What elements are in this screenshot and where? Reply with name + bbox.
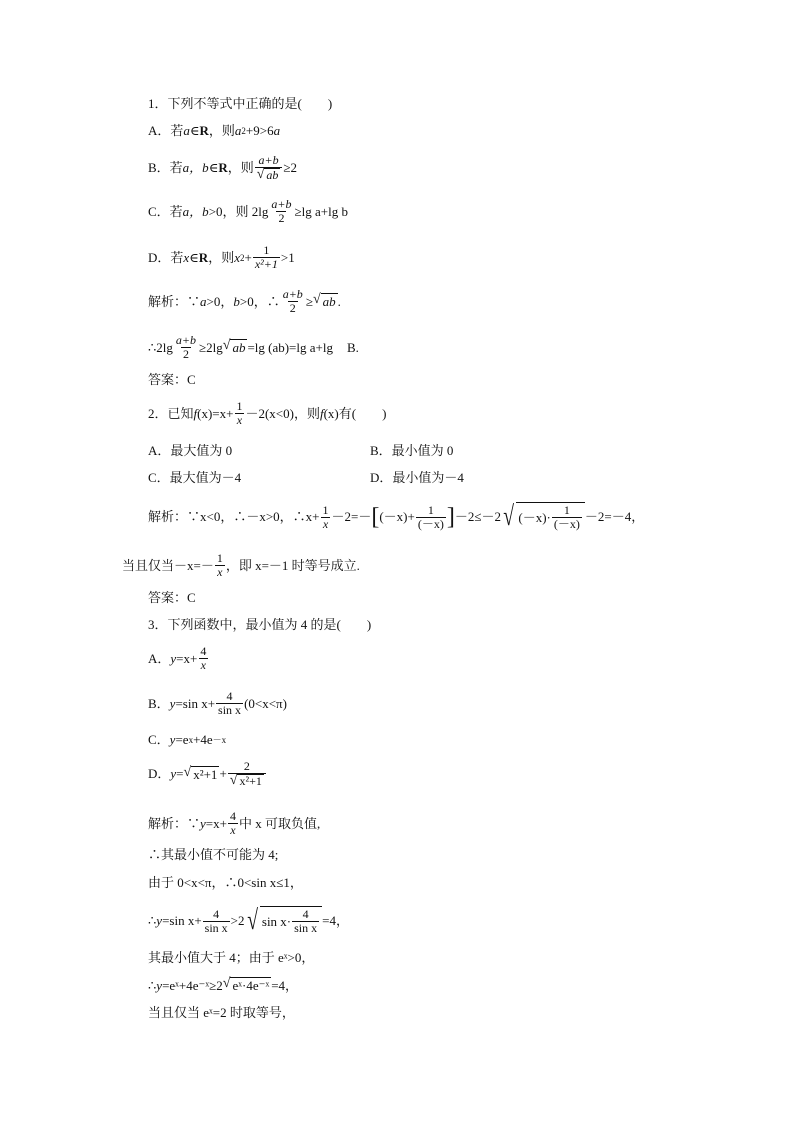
q3-option-d: D． y = √ x²+1 + 2 √ x²+1 (148, 760, 267, 788)
fraction: $\frac{4}{x}$ (200, 644, 207, 672)
q2-option-d: D．最小值为－4 (370, 470, 464, 485)
fraction: 2 √ x²+1 (228, 760, 266, 788)
q2-option-c: C．最大值为－4 (148, 470, 242, 485)
q2-option-b: B．最小值为 0 (370, 443, 454, 458)
fraction: $\frac{4}{\text{sin x}}$ (294, 907, 318, 935)
square-root: √ x²+1 (183, 764, 218, 782)
square-root: √ ab (222, 338, 246, 355)
fraction: $\frac{a+b}{2}$ (282, 287, 303, 315)
q1-solution-line-2: ∴2lg $\frac{a+b}{2}$ ≥2lg √ ab =lg (ab)=lg a+lg B. (148, 333, 359, 361)
q1-option-a: A．若 a ∈ R ，则 a 2 +9>6 a (148, 123, 281, 138)
q3-solution-line-3: 由于 0<x<π，∴0<sin x≤1， (148, 875, 303, 890)
square-root: √ eˣ·4e⁻ˣ (222, 976, 270, 993)
q3-option-b: B． y =sin x+ $\frac{4}{\text{sin x}}$ (0<x<π) (148, 689, 287, 717)
q3-stem: 3．下列函数中，最小值为 4 的是( ) (148, 617, 372, 632)
fraction: $\frac{1}{(-x)}$ (417, 502, 444, 531)
square-root: √ ab (312, 292, 336, 309)
fraction: $\frac{1}{(-x)}$ (553, 503, 580, 531)
q2-option-a: A．最大值为 0 (148, 443, 233, 458)
q1-solution-line-1: 解析：∵ a >0， b >0，∴ $\frac{a+b}{2}$ ≥ √ ab . (148, 287, 341, 315)
q2-solution-line-1: 解析：∵x<0，∴－x>0，∴x+ $\frac{1}{x}$ －2=－ [ (－x)+ $\frac{1}{(-x)}$ ] －2≤－2 √ (－x)· $\frac{1}{(-x)}$ －2=－4， (148, 501, 645, 532)
q3-solution-line-6: ∴ y =eˣ+4e⁻ˣ≥2 √ eˣ·4e⁻ˣ =4， (148, 976, 299, 993)
q1-option-b: B．若 a，b ∈ R ，则 a+b √ ab ≥2 (148, 153, 298, 183)
q3-solution-line-1: 解析：∵ y =x+ $\frac{4}{x}$ 中 x 可取负值, (148, 809, 321, 837)
square-root: √ sin x· $\frac{4}{\text{sin x}}$ (245, 906, 323, 936)
q1-answer: 答案：C (148, 372, 196, 387)
fraction: $\frac{4}{\text{sin x}}$ (218, 689, 242, 717)
fraction: $\frac{4}{x}$ (229, 809, 236, 837)
fraction: $\frac{1}{\text{x²+1}}$ (254, 243, 278, 271)
q3-solution-line-7: 当且仅当 eˣ=2 时取等号， (148, 1005, 295, 1020)
q3-solution-line-2: ∴其最小值不可能为 4; (148, 847, 279, 862)
fraction: $\frac{a+b}{2}$ (271, 197, 292, 225)
q1-stem: 1．下列不等式中正确的是( ) (148, 96, 333, 111)
square-root: √ (－x)· $\frac{1}{(-x)}$ (501, 502, 585, 532)
q2-stem: 2．已知 f (x)=x+ $\frac{1}{x}$ －2(x<0)，则 f (x)有( ) (148, 399, 387, 427)
fraction: $\frac{4}{\text{sin x}}$ (204, 906, 228, 935)
q1-option-c: C．若 a，b >0，则 2lg $\frac{a+b}{2}$ ≥lg a+lg b (148, 197, 348, 225)
q1-option-d: D．若 x ∈ R ，则 x 2 + $\frac{1}{\text{x²+1}}$ >1 (148, 243, 295, 271)
fraction: $\frac{a+b}{2}$ (175, 333, 196, 361)
q3-option-a: A． y =x+ $\frac{4}{x}$ (148, 644, 207, 672)
q3-solution-line-4: ∴ y =sin x+ $\frac{4}{\text{sin x}}$ >2 √ sin x· $\frac{4}{\text{sin x}}$ =4， (148, 905, 349, 936)
fraction: a+b √ ab (255, 154, 283, 182)
fraction: $\frac{1}{x}$ (216, 551, 223, 579)
q2-solution-line-2: 当且仅当－x=－ $\frac{1}{x}$ ，即 x=－1 时等号成立. (122, 551, 360, 579)
q2-answer: 答案：C (148, 590, 196, 605)
fraction: $\frac{1}{x}$ (322, 502, 329, 531)
q3-solution-line-5: 其最小值大于 4；由于 eˣ>0， (148, 950, 315, 965)
fraction: $\frac{1}{x}$ (236, 399, 243, 427)
q3-option-c: C． y =e x +4e －x (148, 732, 227, 747)
